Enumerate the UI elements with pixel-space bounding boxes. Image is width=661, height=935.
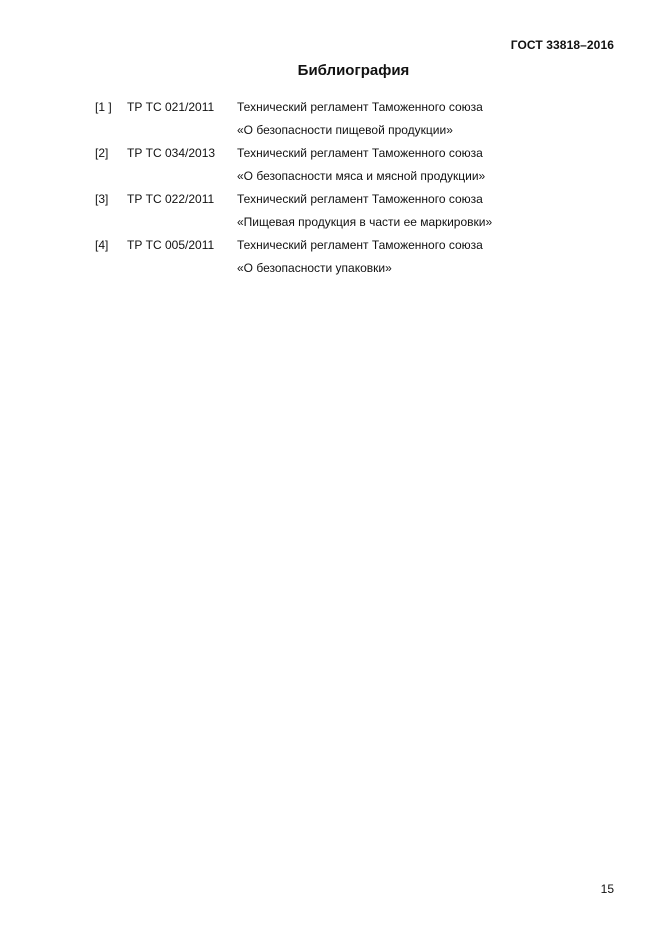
document-standard-code: ГОСТ 33818–2016 (510, 38, 614, 52)
regulation-title: Технический регламент Таможенного союза (237, 192, 483, 206)
regulation-code: ТР ТС 034/2013 (127, 146, 216, 160)
bibliography-entry (95, 188, 565, 234)
regulation-description (237, 188, 565, 234)
entry-number: [3] (95, 192, 109, 206)
page-title: Библиография (297, 62, 410, 79)
page-number: 15 (600, 882, 614, 896)
bibliography-entry (95, 96, 565, 142)
regulation-code: ТР ТС 021/2011 (127, 100, 215, 114)
regulation-subject: «О безопасности мяса и мясной продукции» (237, 169, 486, 183)
regulation-title: Технический регламент Таможенного союза (237, 146, 483, 160)
regulation-code: ТР ТС 022/2011 (127, 192, 215, 206)
bibliography-list (95, 96, 565, 280)
regulation-subject: «О безопасности упаковки» (237, 261, 392, 275)
entry-number: [2] (95, 146, 109, 160)
regulation-subject: «Пищевая продукция в части ее маркировки» (237, 215, 493, 229)
bibliography-entry (95, 142, 565, 188)
entry-number: [1 ] (95, 100, 112, 114)
bibliography-entry (95, 234, 565, 280)
regulation-description (237, 234, 565, 280)
regulation-subject: «О безопасности пищевой продукции» (237, 123, 453, 137)
entry-number: [4] (95, 238, 109, 252)
regulation-description (237, 142, 565, 188)
regulation-description (237, 96, 565, 142)
regulation-title: Технический регламент Таможенного союза (237, 100, 483, 114)
regulation-code: ТР ТС 005/2011 (127, 238, 215, 252)
regulation-title: Технический регламент Таможенного союза (237, 238, 483, 252)
